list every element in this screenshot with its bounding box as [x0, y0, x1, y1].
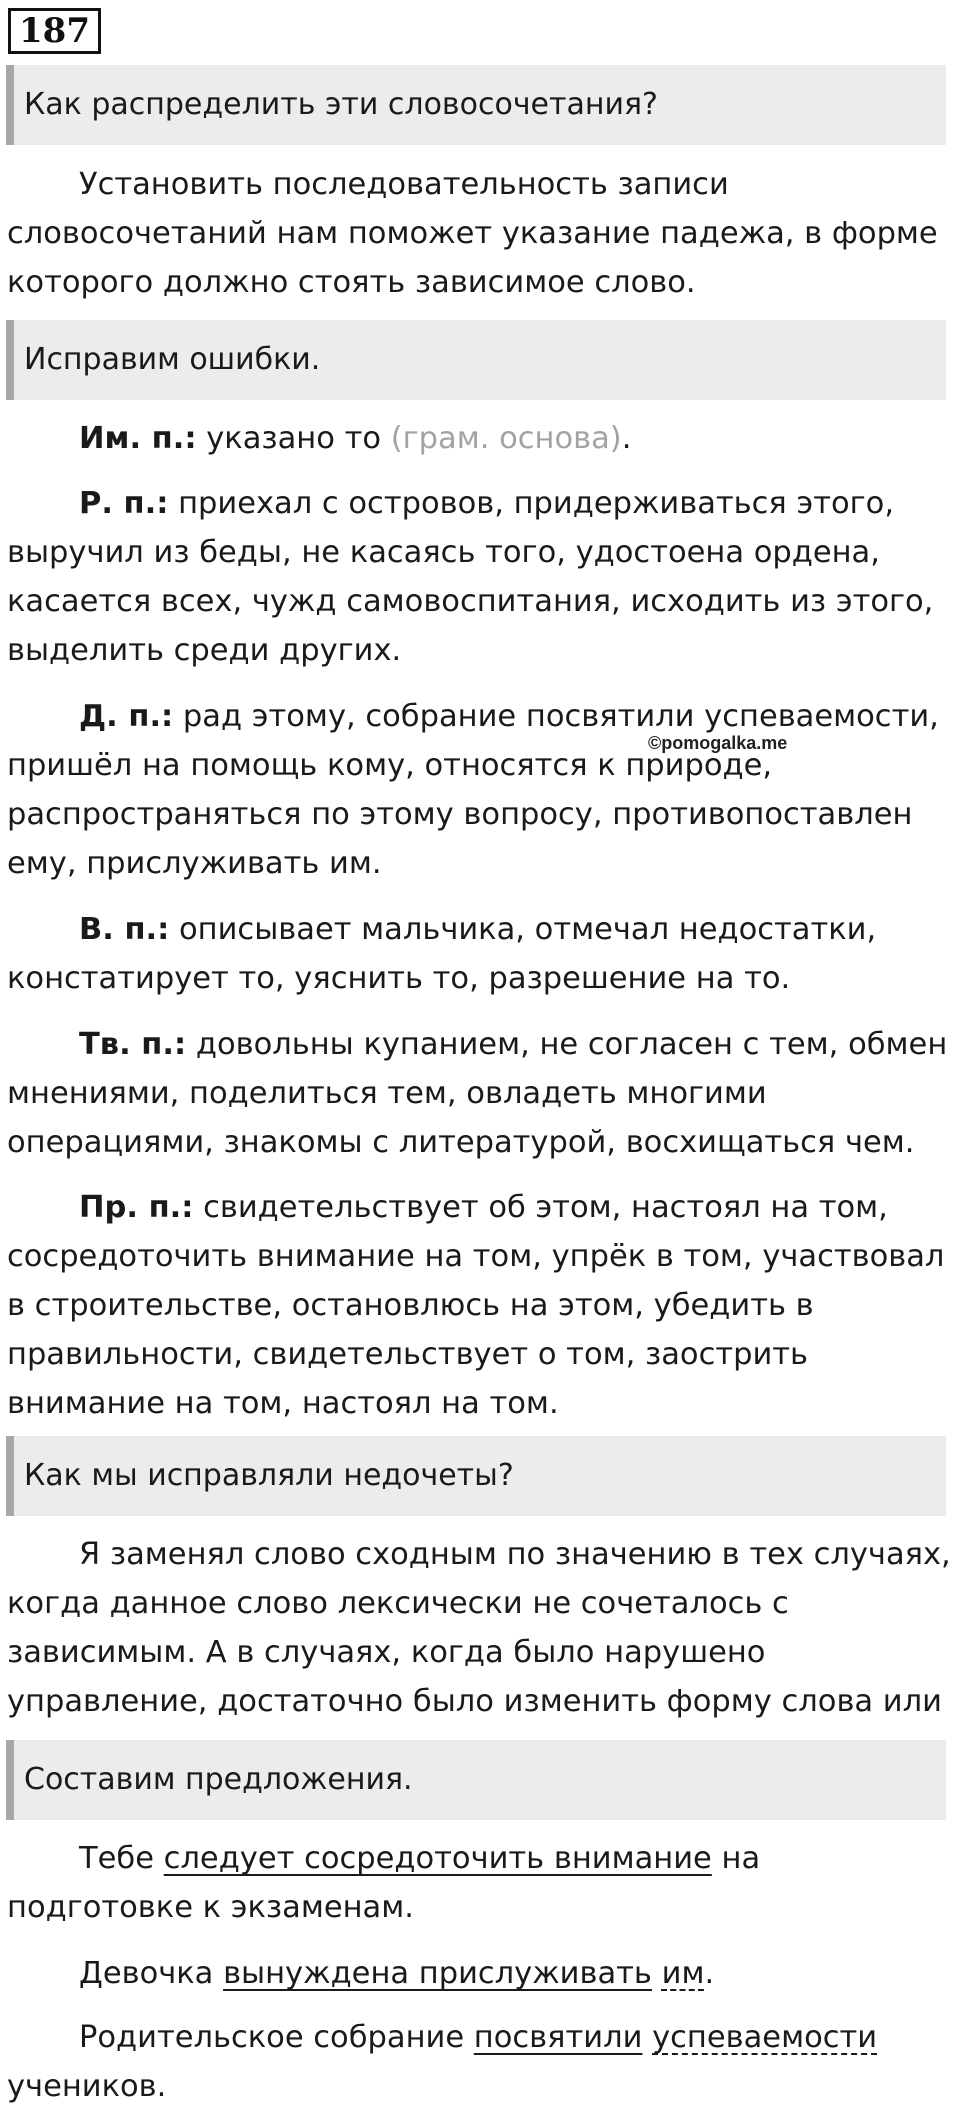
section-header-corrections: Как мы исправляли недочеты?: [6, 1436, 946, 1516]
sentence-text: учеников.: [7, 2069, 167, 2104]
case-note: (грам. основа): [390, 421, 622, 456]
case-label: Р. п.:: [79, 486, 169, 521]
case-prepositional: [7, 1183, 952, 1428]
sentence-1: [7, 1834, 952, 1932]
case-nominative: [7, 414, 952, 463]
paragraph-text: Я заменял слово сходным по значению в тех случаях, когда данное слово лексически не сочеталось с зависимым. А в случаях, когда было нарушено управление, достаточно было изменить форму слова или: [7, 1537, 951, 1719]
predicate-underlined: посвятили: [473, 2020, 643, 2055]
watermark: ©pomogalka.me: [648, 733, 788, 753]
sentence-text: Девочка: [79, 1956, 224, 1991]
paragraph-corrections-answer: [7, 1530, 952, 1775]
case-label: Пр. п.:: [79, 1190, 194, 1225]
section-header-distribution: Как распределить эти словосочетания?: [6, 65, 946, 145]
section-header-fix-errors: Исправим ошибки.: [6, 320, 946, 400]
sentence-text: .: [704, 1956, 715, 1991]
object-dashed-underlined: успеваемости: [652, 2020, 878, 2055]
case-accusative: [7, 905, 952, 1003]
sentence-text: Тебе: [79, 1841, 164, 1876]
case-genitive: [7, 479, 952, 675]
sentence-text: Родительское собрание: [79, 2020, 474, 2055]
case-text: указано то: [196, 421, 391, 456]
case-label: В. п.:: [79, 912, 170, 947]
predicate-underlined: вынуждена прислуживать: [223, 1956, 652, 1991]
paragraph-distribution-answer: [7, 160, 952, 307]
task-number: 187: [8, 8, 101, 54]
case-tail: .: [621, 421, 632, 456]
case-label: Тв. п.:: [79, 1027, 187, 1062]
section-header-sentences: Составим предложения.: [6, 1740, 946, 1820]
sentence-2: [7, 1949, 952, 1998]
case-text: приехал с островов, придерживаться этого, выручил из беды, не касаясь того, удостоена ордена, касается всех, чужд самовоспитания, исходить из этого, выделить среди других.: [7, 486, 934, 668]
case-text: довольны купанием, не согласен с тем, обмен мнениями, поделиться тем, овладеть многими операциями, знакомы с литературой, восхищаться чем.: [7, 1027, 948, 1160]
sentence-3: [7, 2013, 952, 2111]
case-label: Им. п.:: [79, 421, 197, 456]
case-text: рад этому, собрание посвятили успеваемости, пришёл на помощь кому, относятся к природе, распространяться по этому вопросу, противопоставлен ему, прислуживать им.: [7, 699, 939, 881]
case-text: описывает мальчика, отмечал недостатки, констатирует то, уяснить то, разрешение на то.: [7, 912, 877, 996]
object-dashed-underlined: им: [661, 1956, 705, 1991]
case-label: Д. п.:: [79, 699, 174, 734]
sentence-text: на подготовке к экзаменам.: [7, 1841, 761, 1925]
paragraph-text: Установить последовательность записи словосочетаний нам поможет указание падежа, в форме которого должно стоять зависимое слово.: [7, 167, 938, 300]
predicate-underlined: следует сосредоточить внимание: [163, 1841, 712, 1876]
case-dative: [7, 692, 952, 888]
case-text: свидетельствует об этом, настоял на том, сосредоточить внимание на том, упрёк в том, участвовал в строительстве, остановлюсь на этом, убедить в правильности, свидетельствует о том, заострить внимание на том, настоял на том.: [7, 1190, 945, 1421]
case-instrumental: [7, 1020, 952, 1167]
